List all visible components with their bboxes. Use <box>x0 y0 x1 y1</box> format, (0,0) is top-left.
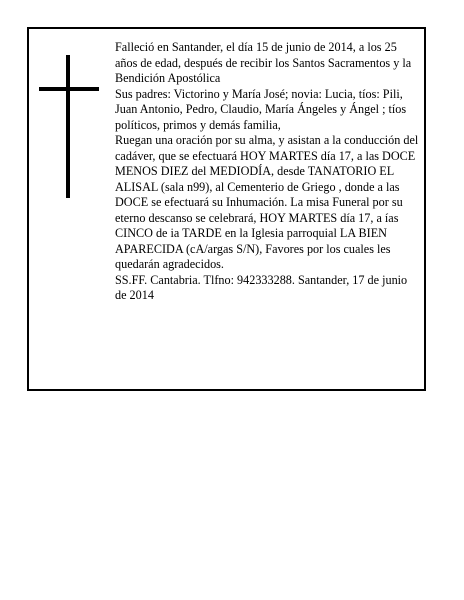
cross-icon <box>39 55 99 198</box>
funeral-details: Ruegan una oración por su alma, y asistan a la conducción del cadáver, que se efectuará HOY MARTES día 17, a las DOCE MENOS DIEZ del MEDIODÍA, desde TANATORIO EL ALISAL (sala n99), al Cementerio de Griego , donde a las DOCE se efectuará su Inhumación. La misa Funeral por su eterno descanso se celebrará, HOY MARTES día 17, a ías CINCO de ia TARDE en la Iglesia parroquial LA BIEN APARECIDA (cA/argas S/N), Favores por los cuales les quedarán agradecidos. <box>115 133 419 271</box>
cross-horizontal-bar <box>39 87 99 91</box>
notice-text <box>115 40 420 304</box>
family-list: Sus padres: Victorino y María José; novia: Lucia, tíos: Pili, Juan Antonio, Pedro, Claudio, María Ángeles y Ángel ; tíos políticos, primos y demás familia, <box>115 86 407 132</box>
obituary-notice <box>27 27 426 391</box>
funeral-home-contact: SS.FF. Cantabria. Tlfno: 942333288. Santander, 17 de junio de 2014 <box>115 272 408 302</box>
cross-vertical-bar <box>66 55 70 198</box>
death-announcement: Falleció en Santander, el día 15 de junio de 2014, a los 25 años de edad, después de recibir los Santos Sacramentos y la Bendición Apostólica <box>115 40 412 85</box>
